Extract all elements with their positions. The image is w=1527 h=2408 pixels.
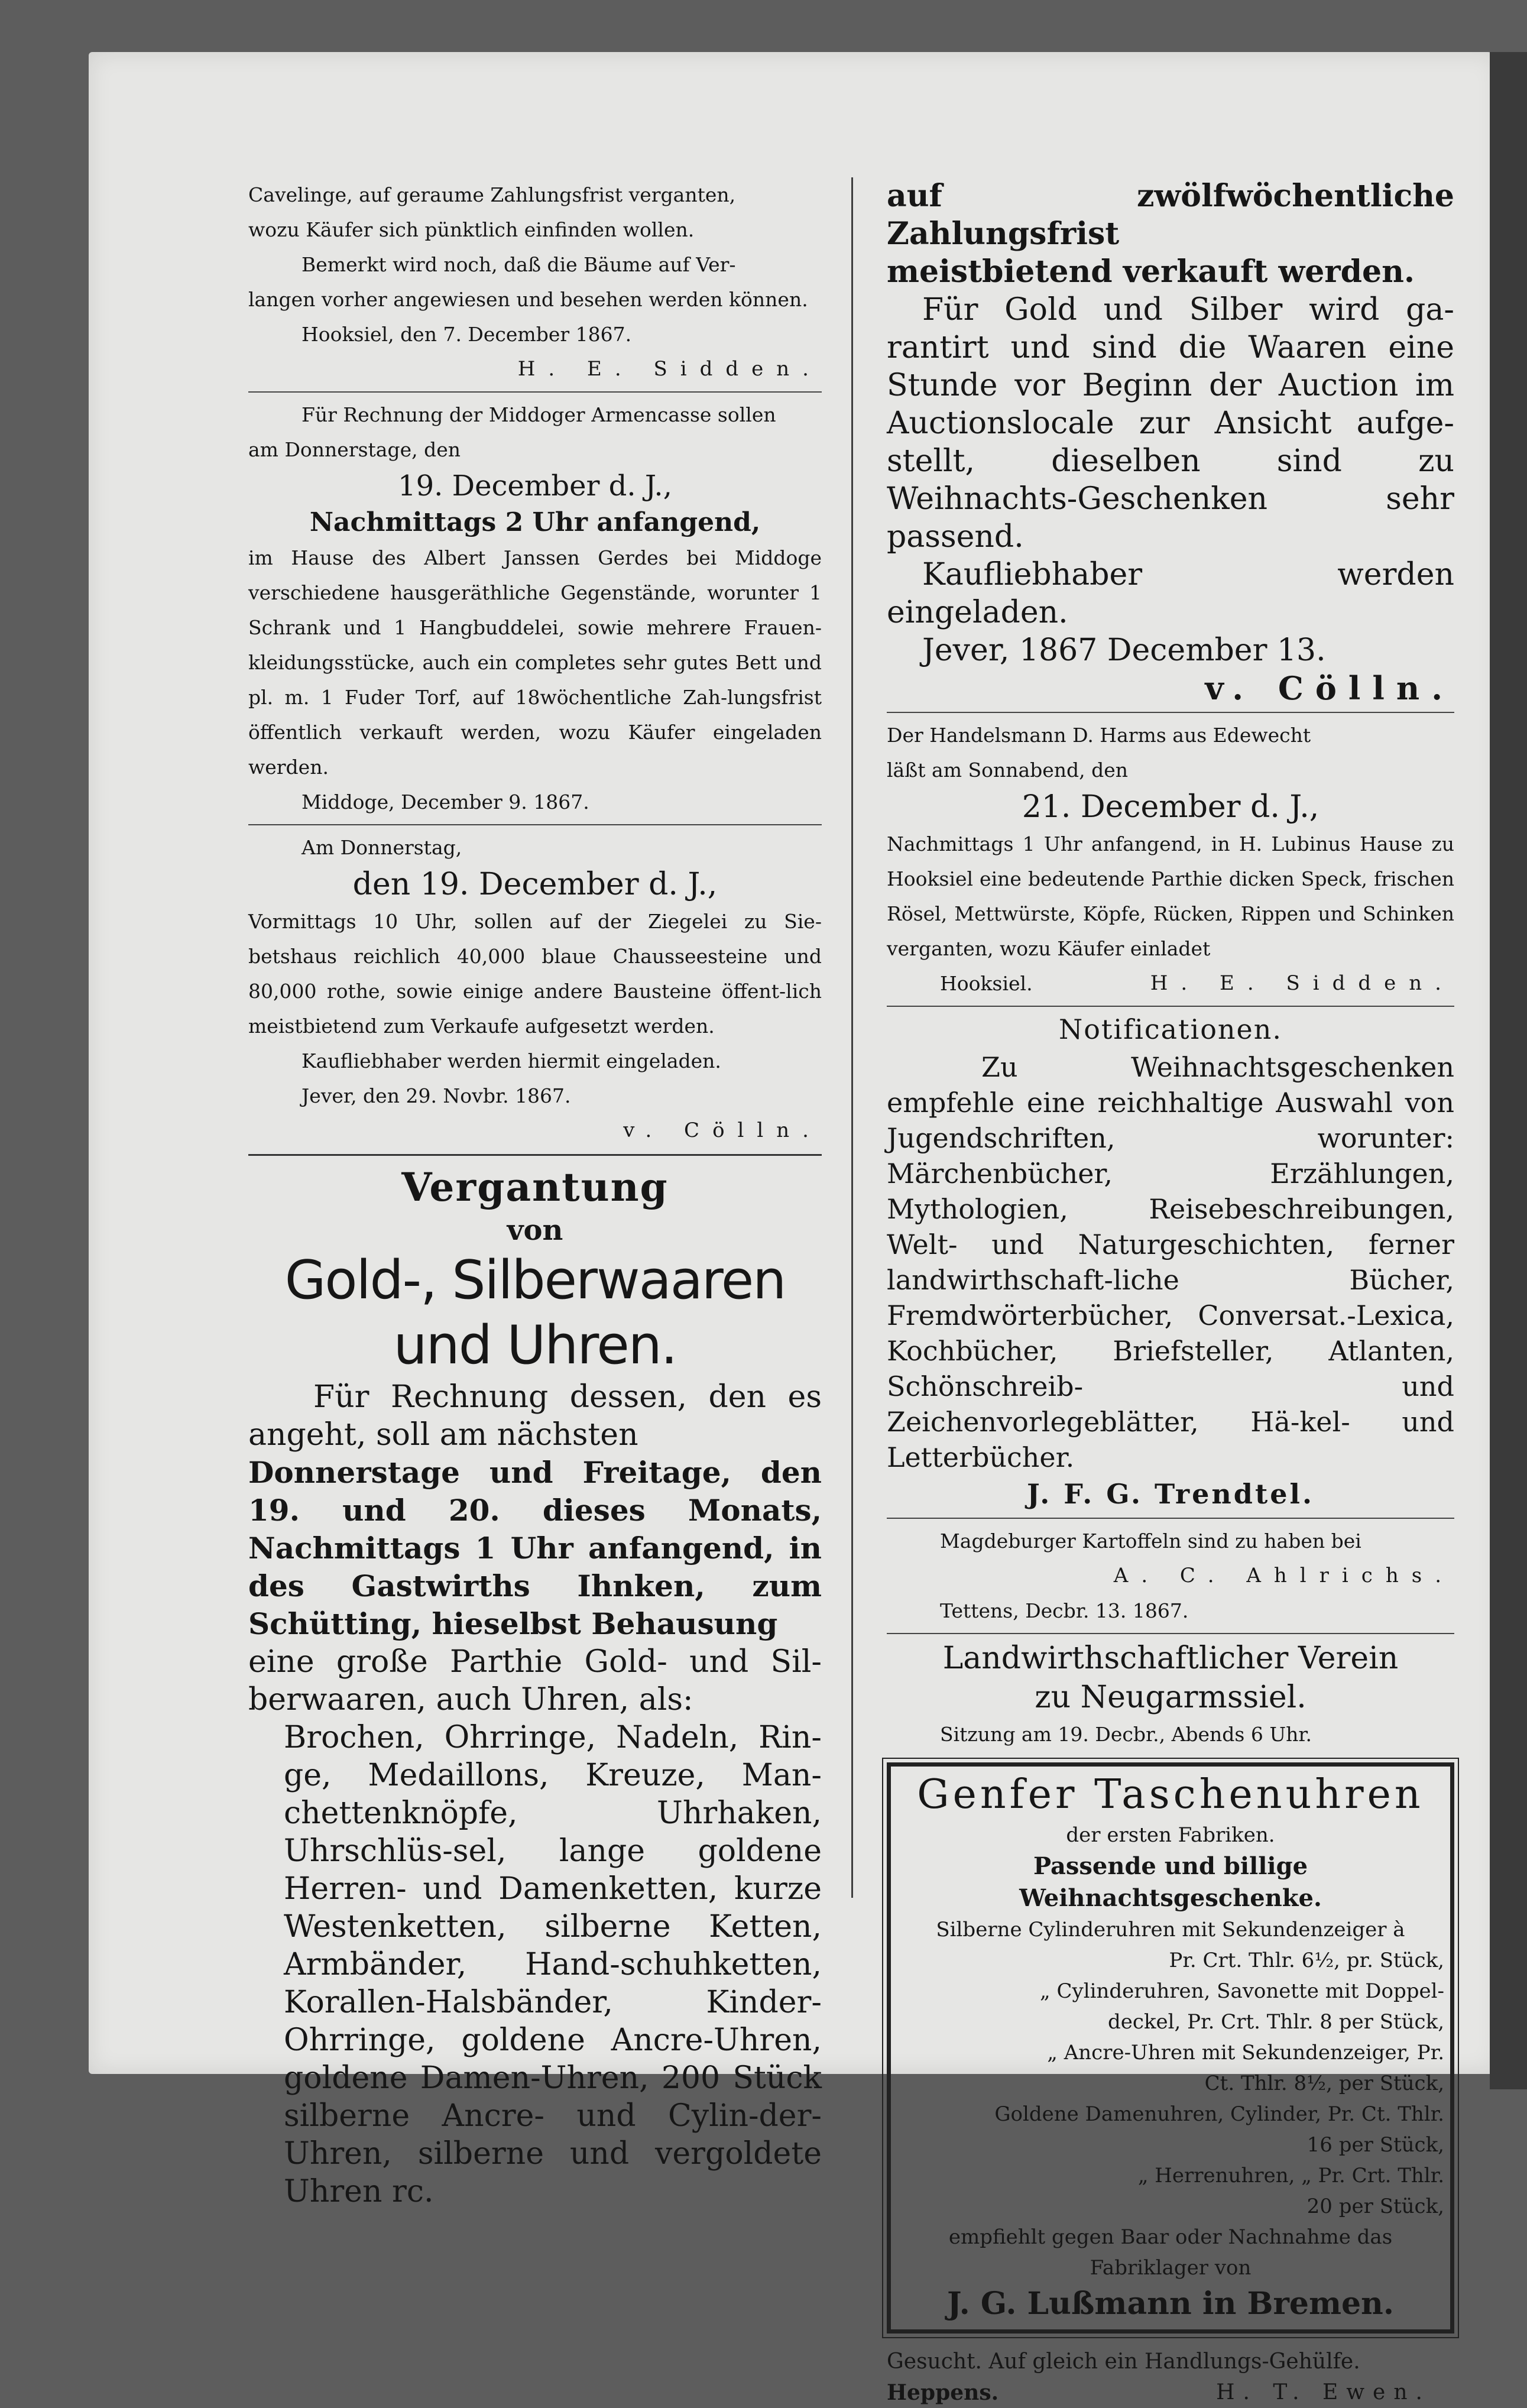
notice-line: Kaufliebhaber werden eingeladen.: [887, 557, 1454, 630]
notice-line: Der Handelsmann D. Harms aus Edewecht: [887, 724, 1311, 747]
auction-item-list: Brochen, Ohrringe, Nadeln, Rin-ge, Medaillons, Kreuze, Man-chettenknöpfe, Uhrhaken, Uhrschlüs-sel, lange goldene Herren- und Damenketten, kurze Westenketten, silberne Ketten, Armbänder, Hand-schuhketten, Korallen-Halsbänder, Kinder-Ohrringe, goldene Ancre-Uhren, goldene Damen-Uhren, 200 Stück silberne Ancre- und Cylin-der-Uhren, silberne und vergoldete Uhren rc.: [284, 1720, 822, 2209]
notice-signature: H. E. Sidden.: [517, 357, 822, 381]
notice-signature: v. Cölln.: [1205, 669, 1454, 707]
notice-place: Hooksiel.: [940, 972, 1033, 995]
auction-dates: Donnerstage und Freitage, den 19. und 20. dieses Monats, Nachmittags 1 Uhr anfangend, in des Gastwirths Ihnken, zum Schütting, hieselbst Behausung: [248, 1455, 822, 1641]
wanted-footer: [887, 2377, 1454, 2408]
notice-line: Am Donnerstag,: [301, 836, 462, 859]
separator: [887, 1006, 1454, 1007]
box-headline: Passende und billige Weihnachtsgeschenke.: [1019, 1852, 1322, 1912]
box-line: Ct. Thlr. 8½, per Stück,: [1204, 2072, 1444, 2095]
separator: [887, 712, 1454, 713]
box-title: Genfer Taschenuhren: [917, 1771, 1424, 1818]
notice-place-date: Tettens, Decbr. 13. 1867.: [940, 1599, 1189, 1622]
right-column: [887, 177, 1454, 2408]
notice-body: Für Gold und Silber wird ga-rantirt und sind die Waaren eine Stunde vor Beginn der Auction im Auctionslocale zur Ansicht aufge-stellt, dieselben sind zu Weihnachts-Geschenken sehr passend.: [887, 292, 1454, 555]
notice-line: läßt am Sonnabend, den: [887, 759, 1129, 782]
notice-place-date: Jever, 1867 December 13.: [922, 633, 1326, 668]
box-line: Pr. Crt. Thlr. 6½, pr. Stück,: [1169, 1949, 1444, 1972]
box-line: 16 per Stück,: [1306, 2133, 1444, 2157]
notice-line: Cavelinge, auf geraume Zahlungsfrist verganten,: [248, 183, 736, 206]
notice-time: Nachmittags 2 Uhr anfangend,: [309, 507, 761, 537]
box-line: „ Herrenuhren, „ Pr. Crt. Thlr.: [1137, 2164, 1444, 2187]
separator: [248, 1154, 822, 1156]
box-line: „ Ancre-Uhren mit Sekundenzeiger, Pr.: [1047, 2041, 1444, 2065]
box-line: empfiehlt gegen Baar oder Nachnahme das: [948, 2225, 1393, 2249]
auction-title: Vergantung: [401, 1164, 669, 1210]
notice-place-date: Middoge, December 9. 1867.: [301, 790, 589, 814]
notice-body: Vormittags 10 Uhr, sollen auf der Ziegelei zu Sie-betshaus reichlich 40,000 blaue Chausseesteine und 80,000 rothe, sowie einige andere Bausteine öffent-lich meistbietend zum Verkaufe aufgesetzt werden.: [248, 910, 822, 1038]
separator: [248, 824, 822, 825]
box-subtitle: der ersten Fabriken.: [1066, 1823, 1275, 1847]
notice-line: meistbietend verkauft werden.: [887, 254, 1415, 290]
notice-line: Magdeburger Kartoffeln sind zu haben bei: [940, 1529, 1361, 1553]
notice-line: Für Rechnung der Middoger Armencasse sollen: [301, 403, 776, 426]
section-heading: Notificationen.: [1058, 1013, 1283, 1045]
notice-date: den 19. December d. J.,: [352, 867, 718, 902]
notice-place-date: Jever, den 29. Novbr. 1867.: [301, 1084, 571, 1107]
notice-signature: A. C. Ahlrichs.: [1113, 1564, 1454, 1587]
binding-edge: [1490, 52, 1527, 2089]
auction-text: Für Rechnung dessen, den es angeht, soll am nächsten: [248, 1379, 822, 1453]
notice-line: Kaufliebhaber werden hiermit eingeladen.: [301, 1049, 721, 1072]
notice-line: am Donnerstage, den: [248, 438, 461, 461]
box-line: deckel, Pr. Crt. Thlr. 8 per Stück,: [1108, 2010, 1444, 2034]
watch-advertisement-box: [887, 1762, 1454, 2334]
notice-line: Bemerkt wird noch, daß die Bäume auf Ver-: [301, 253, 736, 276]
separator: [887, 1633, 1454, 1634]
auction-title-von: von: [507, 1214, 563, 1247]
wanted-notice: Gesucht. Auf gleich ein Handlungs-Gehülfe.: [887, 2349, 1360, 2374]
notice-body: im Hause des Albert Janssen Gerdes bei Middoge verschiedene hausgeräthliche Gegenstände, worunter 1 Schrank und 1 Hangbuddelei, sowie mehrere Frauen-kleidungsstücke, auch ein completes sehr gutes Bett und pl. m. 1 Fuder Torf, auf 18wöchentliche Zah-lungsfrist öffentlich verkauft werden, wozu Käufer eingeladen werden.: [248, 546, 822, 779]
notice-body: Nachmittags 1 Uhr anfangend, in H. Lubinus Hause zu Hooksiel eine bedeutende Parthie dicken Speck, frischen Rösel, Mettwürste, Köpfe, Rücken, Rippen und Schinken verganten, wozu Käufer einladet: [887, 832, 1454, 960]
notice-place-date: Hooksiel, den 7. December 1867.: [301, 323, 632, 346]
club-title: zu Neugarmssiel.: [1035, 1680, 1306, 1715]
notice-line: wozu Käufer sich pünktlich einfinden wollen.: [248, 218, 695, 241]
wanted-signature: H. T. Ewen.: [1216, 2380, 1431, 2404]
notice-signature: H. E. Sidden.: [1150, 971, 1454, 995]
notice-line: auf zwölfwöchentliche Zahlungsfrist: [887, 178, 1454, 252]
notice-date: 21. December d. J.,: [1022, 789, 1319, 825]
auction-headline: Gold-, Silberwaaren und Uhren.: [284, 1249, 786, 1376]
notice-date: 19. December d. J.,: [398, 469, 672, 503]
wanted-place: Heppens.: [887, 2380, 999, 2405]
club-title: Landwirthschaftlicher Verein: [942, 1641, 1399, 1676]
notice-body: Zu Weihnachtsgeschenken empfehle eine reichhaltige Auswahl von Jugendschriften, worunter: Märchenbücher, Erzählungen, Mythologien, Reisebeschreibungen, Welt- und Naturgeschichten, ferner landwirthschaft-liche Bücher, Fremdwörterbücher, Conversat.-Lexica, Kochbücher, Briefsteller, Atlanten, Schönschreib- und Zeichenvorlegeblätter, Hä-kel- und Letterbücher.: [887, 1051, 1454, 1473]
box-line: 20 per Stück,: [1306, 2195, 1444, 2218]
column-rule: [851, 177, 853, 1898]
notice-signature: v. Cölln.: [623, 1119, 822, 1142]
notice-signature: J. F. G. Trendtel.: [1027, 1478, 1314, 1510]
notice-footer: [887, 966, 1454, 1001]
separator: [248, 391, 822, 393]
box-line: Fabriklager von: [1090, 2256, 1252, 2280]
separator: [887, 1518, 1454, 1519]
notice-line: langen vorher angewiesen und besehen werden können.: [248, 288, 808, 311]
box-firm: J. G. Lußmann in Bremen.: [947, 2286, 1394, 2322]
left-column: [248, 177, 822, 2211]
box-line: Silberne Cylinderuhren mit Sekundenzeiger à: [936, 1918, 1405, 1942]
auction-text: eine große Parthie Gold- und Sil-berwaaren, auch Uhren, als:: [248, 1644, 822, 1717]
box-line: Goldene Damenuhren, Cylinder, Pr. Ct. Thlr.: [994, 2102, 1444, 2126]
box-line: „ Cylinderuhren, Savonette mit Doppel-: [1040, 1979, 1444, 2003]
club-meeting: Sitzung am 19. Decbr., Abends 6 Uhr.: [940, 1723, 1312, 1746]
